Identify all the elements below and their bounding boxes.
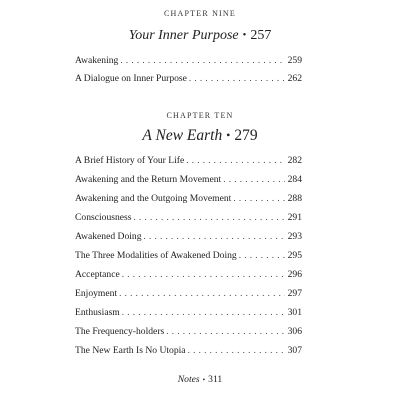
toc-entry[interactable]	[75, 210, 302, 224]
separator-bullet: •	[242, 30, 247, 41]
toc-entry-page: 307	[287, 345, 302, 356]
dot-leader	[188, 343, 285, 357]
toc-entry-page: 293	[287, 231, 302, 242]
dot-leader	[120, 53, 284, 67]
toc-entry-title: Enjoyment	[75, 288, 118, 299]
chapter-ten-heading	[0, 127, 400, 145]
toc-entry-title: The Frequency-holders	[75, 326, 165, 337]
chapter-nine-label: CHAPTER NINE	[164, 9, 236, 18]
toc-entry[interactable]	[75, 305, 302, 319]
toc-entry-title: Awakening and the Outgoing Movement	[75, 193, 232, 204]
toc-entry[interactable]	[75, 324, 302, 338]
dot-leader	[122, 305, 285, 319]
separator-bullet: •	[202, 376, 206, 384]
toc-entry-page: 296	[287, 269, 302, 280]
chapter-nine-title: Your Inner Purpose	[128, 28, 239, 43]
toc-entry-title: Consciousness	[75, 212, 132, 223]
toc-entry-page: 301	[287, 307, 302, 318]
toc-entry[interactable]	[75, 286, 302, 300]
toc-entry-title: Awakened Doing	[75, 231, 142, 242]
toc-entry[interactable]	[75, 267, 302, 281]
dot-leader	[233, 191, 284, 205]
toc-entry-title: A Dialogue on Inner Purpose	[75, 73, 187, 84]
separator-bullet: •	[226, 129, 231, 142]
toc-entry-page: 259	[287, 55, 302, 66]
notes-entry[interactable]	[0, 374, 400, 385]
notes-page: 311	[208, 374, 223, 385]
toc-entry-page: 297	[287, 288, 302, 299]
dot-leader	[122, 267, 285, 281]
toc-entry-page: 295	[287, 250, 302, 261]
toc-entry[interactable]	[75, 191, 302, 205]
dot-leader	[189, 71, 285, 85]
dot-leader	[239, 248, 285, 262]
toc-entry-title: The Three Modalities of Awakened Doing	[75, 250, 237, 261]
toc-entry[interactable]	[75, 343, 302, 357]
toc-entry-page: 306	[287, 326, 302, 337]
chapter-nine-page: 257	[250, 28, 272, 43]
toc-entry-page: 291	[287, 212, 302, 223]
toc-entry-page: 288	[287, 193, 302, 204]
toc-entry-page: 284	[287, 174, 302, 185]
dot-leader	[223, 172, 284, 186]
toc-entry-title: A Brief History of Your Life	[75, 155, 185, 166]
toc-entry-title: The New Earth Is No Utopia	[75, 345, 186, 356]
toc-entry[interactable]	[75, 248, 302, 262]
dot-leader	[144, 229, 285, 243]
dot-leader	[119, 286, 285, 300]
chapter-ten-page: 279	[234, 127, 258, 144]
toc-entry-page: 282	[287, 155, 302, 166]
toc-entry-title: Awakening	[75, 55, 119, 66]
toc-entry[interactable]	[75, 53, 302, 67]
chapter-nine-heading	[0, 28, 400, 44]
toc-entry[interactable]	[75, 153, 302, 167]
dot-leader	[134, 210, 285, 224]
toc-entry[interactable]	[75, 172, 302, 186]
dot-leader	[166, 324, 284, 338]
toc-entry[interactable]	[75, 71, 302, 85]
toc-entry-title: Awakening and the Return Movement	[75, 174, 222, 185]
toc-entry-page: 262	[287, 73, 302, 84]
dot-leader	[186, 153, 284, 167]
notes-label: Notes	[177, 374, 200, 385]
toc-entry[interactable]	[75, 229, 302, 243]
chapter-ten-label: CHAPTER TEN	[166, 111, 234, 120]
toc-entry-title: Enthusiasm	[75, 307, 120, 318]
toc-entry-title: Acceptance	[75, 269, 120, 280]
chapter-ten-title: A New Earth	[142, 127, 223, 144]
